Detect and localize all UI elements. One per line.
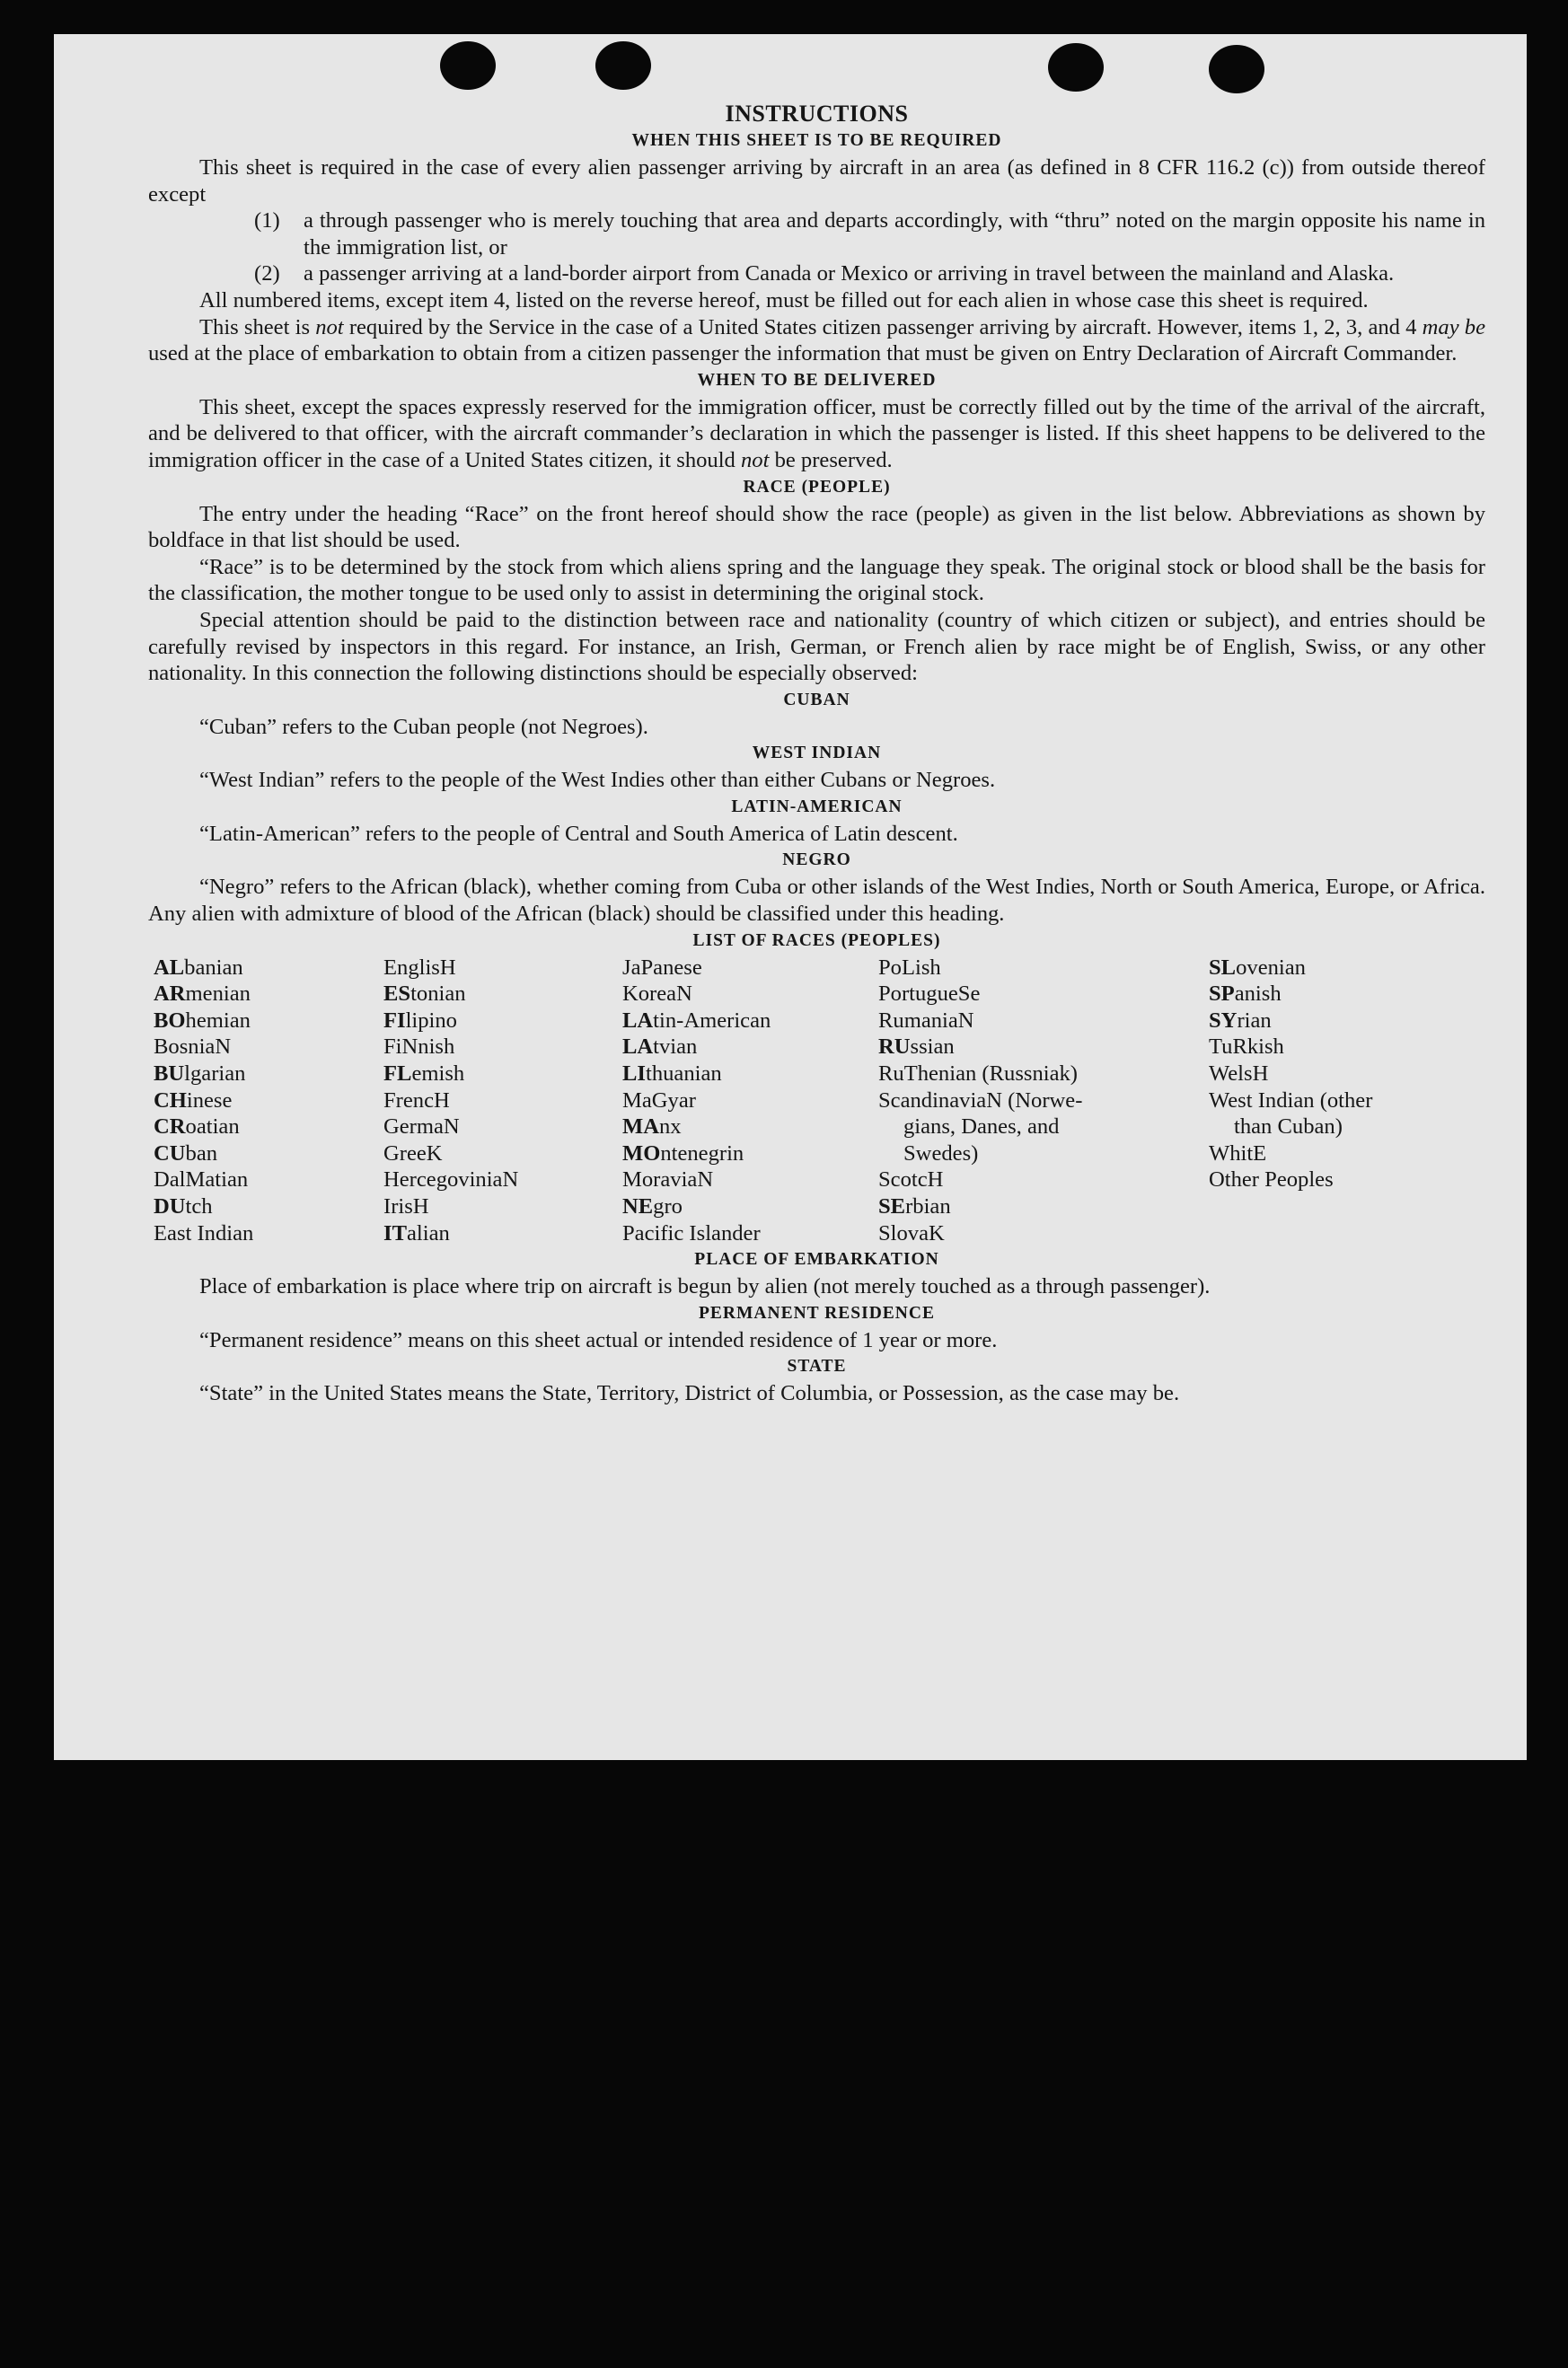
heading-west-indian: WEST INDIAN (752, 744, 882, 763)
heading-place-of-embarkation: PLACE OF EMBARKATION (694, 1250, 939, 1270)
heading-when-required: WHEN THIS SHEET IS TO BE REQUIRED (631, 131, 1002, 150)
race-entry: gians, Danes, and (903, 1114, 1060, 1140)
heading-permanent-residence: PERMANENT RESIDENCE (699, 1303, 935, 1323)
race-entry: FIlipino (383, 1008, 457, 1033)
race-entry: Swedes) (903, 1140, 979, 1166)
negro-definition: “Negro” refers to the African (black), whether coming from Cuba or other islands of the West Indies, North or South America, Europe, or Africa. Any alien with admixture of blood of the African (black) should be classified under this heading. (148, 875, 1485, 927)
race-column (383, 955, 622, 1247)
delivery-paragraph: This sheet, except the spaces expressly reserved for the immigration officer, must be correctly filled out by the time of the arrival of the aircraft, and be delivered to that officer, with the aircraft commander’s declaration in which the passenger is listed. If this sheet happens to be delivered to the immigration officer in the case of a United States citizen, it should not be preserved. (148, 394, 1485, 472)
race-entry: SlovaK (878, 1220, 945, 1246)
heading-negro: NEGRO (782, 850, 851, 870)
punch-hole-2 (595, 41, 651, 90)
exception-item (254, 207, 1485, 260)
race-entry: SLovenian (1209, 955, 1306, 980)
race-entry: CUban (154, 1140, 218, 1166)
race-entry: East Indian (154, 1220, 254, 1246)
race-entry: HercegoviniaN (383, 1167, 519, 1193)
page-title: INSTRUCTIONS (725, 101, 909, 127)
item-number: (2) (254, 261, 280, 286)
race-entry: EStonian (383, 982, 466, 1007)
race-entry: PortugueSe (878, 982, 981, 1007)
race-entry: ScandinaviaN (Norwe- (878, 1087, 1083, 1113)
heading-when-delivered: WHEN TO BE DELIVERED (697, 370, 937, 390)
race-entry: BosniaN (154, 1034, 232, 1060)
latin-american-definition: “Latin-American” refers to the people of Central and South America of Latin descent. (199, 821, 958, 846)
item-number: (1) (254, 208, 280, 233)
exception-item (254, 260, 1485, 287)
race-entry: KoreaN (622, 982, 692, 1007)
race-column (622, 955, 878, 1247)
race-entry: LAtvian (622, 1034, 698, 1060)
heading-state: STATE (787, 1357, 847, 1377)
race-entry: DalMatian (154, 1167, 249, 1193)
race-entry: LAtin-American (622, 1008, 771, 1033)
item-text: a passenger arriving at a land-border airport from Canada or Mexico or arriving in travel between the mainland and Alaska. (304, 261, 1395, 286)
race-entry: NEgro (622, 1194, 683, 1219)
heading-race: RACE (PEOPLE) (743, 477, 891, 497)
race-entry: ScotcH (878, 1167, 944, 1193)
residence-definition: “Permanent residence” means on this sheet actual or intended residence of 1 year or more. (199, 1327, 998, 1352)
punch-hole-3 (1048, 43, 1104, 92)
race-entry: FiNnish (383, 1034, 455, 1060)
race-entry: BOhemian (154, 1008, 251, 1033)
document-page (54, 34, 1527, 1760)
heading-latin-american: LATIN-AMERICAN (731, 797, 903, 816)
race-paragraph-2: “Race” is to be determined by the stock from which aliens spring and the language they speak. The original stock or blood shall be the basis for the classification, the mother tongue to be used only to assist in determining the original stock. (148, 554, 1485, 606)
race-paragraph-3: Special attention should be paid to the distinction between race and nationality (country of which citizen or subject), and entries should be carefully revised by inspectors in this regard. For instance, an Irish, German, or French alien by race might be of English, Swiss, or any other nationality. In this connection the following distinctions should be especially observed: (148, 607, 1485, 686)
race-entry: SPanish (1209, 982, 1282, 1007)
race-entry: RUssian (878, 1034, 955, 1060)
race-entry: ALbanian (154, 955, 243, 980)
race-entry: EnglisH (383, 955, 456, 980)
race-entry: West Indian (other (1209, 1087, 1373, 1113)
race-entry: FrencH (383, 1087, 450, 1113)
instructions-text (148, 101, 1485, 1407)
race-entry: RumaniaN (878, 1008, 974, 1033)
cuban-definition: “Cuban” refers to the Cuban people (not Negroes). (199, 714, 648, 739)
race-entry: WelsH (1209, 1061, 1269, 1087)
race-entry: Other Peoples (1209, 1167, 1334, 1193)
race-entry: ARmenian (154, 982, 251, 1007)
race-entry: MAnx (622, 1114, 682, 1140)
race-list (154, 955, 1485, 1247)
west-indian-definition: “West Indian” refers to the people of the West Indies other than either Cubans or Negroes. (199, 768, 996, 793)
race-entry: IrisH (383, 1194, 429, 1219)
race-column (878, 955, 1209, 1247)
race-entry: ITalian (383, 1220, 450, 1246)
item-text: a through passenger who is merely touching that area and departs accordingly, with “thru” noted on the margin opposite his name in the immigration list, or (304, 208, 1485, 260)
race-entry: LIthuanian (622, 1061, 722, 1087)
race-entry: BUlgarian (154, 1061, 246, 1087)
when-required-intro: This sheet is required in the case of every alien passenger arriving by aircraft in an area (as defined in 8 CFR 116.2 (c)) from outside thereof except (148, 155, 1485, 207)
race-entry: MaGyar (622, 1087, 696, 1113)
race-entry: CRoatian (154, 1114, 240, 1140)
embarkation-definition: Place of embarkation is place where trip on aircraft is begun by alien (not merely touched as a through passenger). (199, 1274, 1211, 1299)
heading-cuban: CUBAN (783, 690, 850, 709)
race-entry: than Cuban) (1234, 1114, 1343, 1140)
race-entry: PoLish (878, 955, 941, 980)
race-entry: SErbian (878, 1194, 951, 1219)
citizen-paragraph: This sheet is not required by the Service in the case of a United States citizen passenger arriving by aircraft. However, items 1, 2, 3, and 4 may be used at the place of embarkation to obtain from a citizen passenger the information that must be given on Entry Declaration of Aircraft Commander. (148, 314, 1486, 366)
race-entry: JaPanese (622, 955, 702, 980)
heading-list-of-races: LIST OF RACES (PEOPLES) (692, 930, 941, 950)
race-entry: FLemish (383, 1061, 465, 1087)
race-paragraph-1: The entry under the heading “Race” on the front hereof should show the race (people) as given in the list below. Abbreviations as shown by boldface in that list should be used. (148, 501, 1485, 553)
race-entry: RuThenian (Russniak) (878, 1061, 1078, 1087)
race-entry: SYrian (1209, 1008, 1272, 1033)
race-entry: MOntenegrin (622, 1140, 744, 1166)
race-entry: GreeK (383, 1140, 443, 1166)
punch-hole-4 (1209, 45, 1264, 93)
punch-hole-1 (440, 41, 496, 90)
state-definition: “State” in the United States means the State, Territory, District of Columbia, or Possession, as the case may be. (199, 1381, 1180, 1406)
race-entry: TuRkish (1209, 1034, 1284, 1060)
race-entry: MoraviaN (622, 1167, 714, 1193)
race-entry: CHinese (154, 1087, 233, 1113)
race-entry: WhitE (1209, 1140, 1267, 1166)
race-column (1209, 955, 1442, 1247)
numbered-items-paragraph: All numbered items, except item 4, listed on the reverse hereof, must be filled out for each alien in whose case this sheet is required. (199, 287, 1369, 313)
race-entry: DUtch (154, 1194, 213, 1219)
race-entry: Pacific Islander (622, 1220, 761, 1246)
race-entry: GermaN (383, 1114, 460, 1140)
race-column (154, 955, 383, 1247)
